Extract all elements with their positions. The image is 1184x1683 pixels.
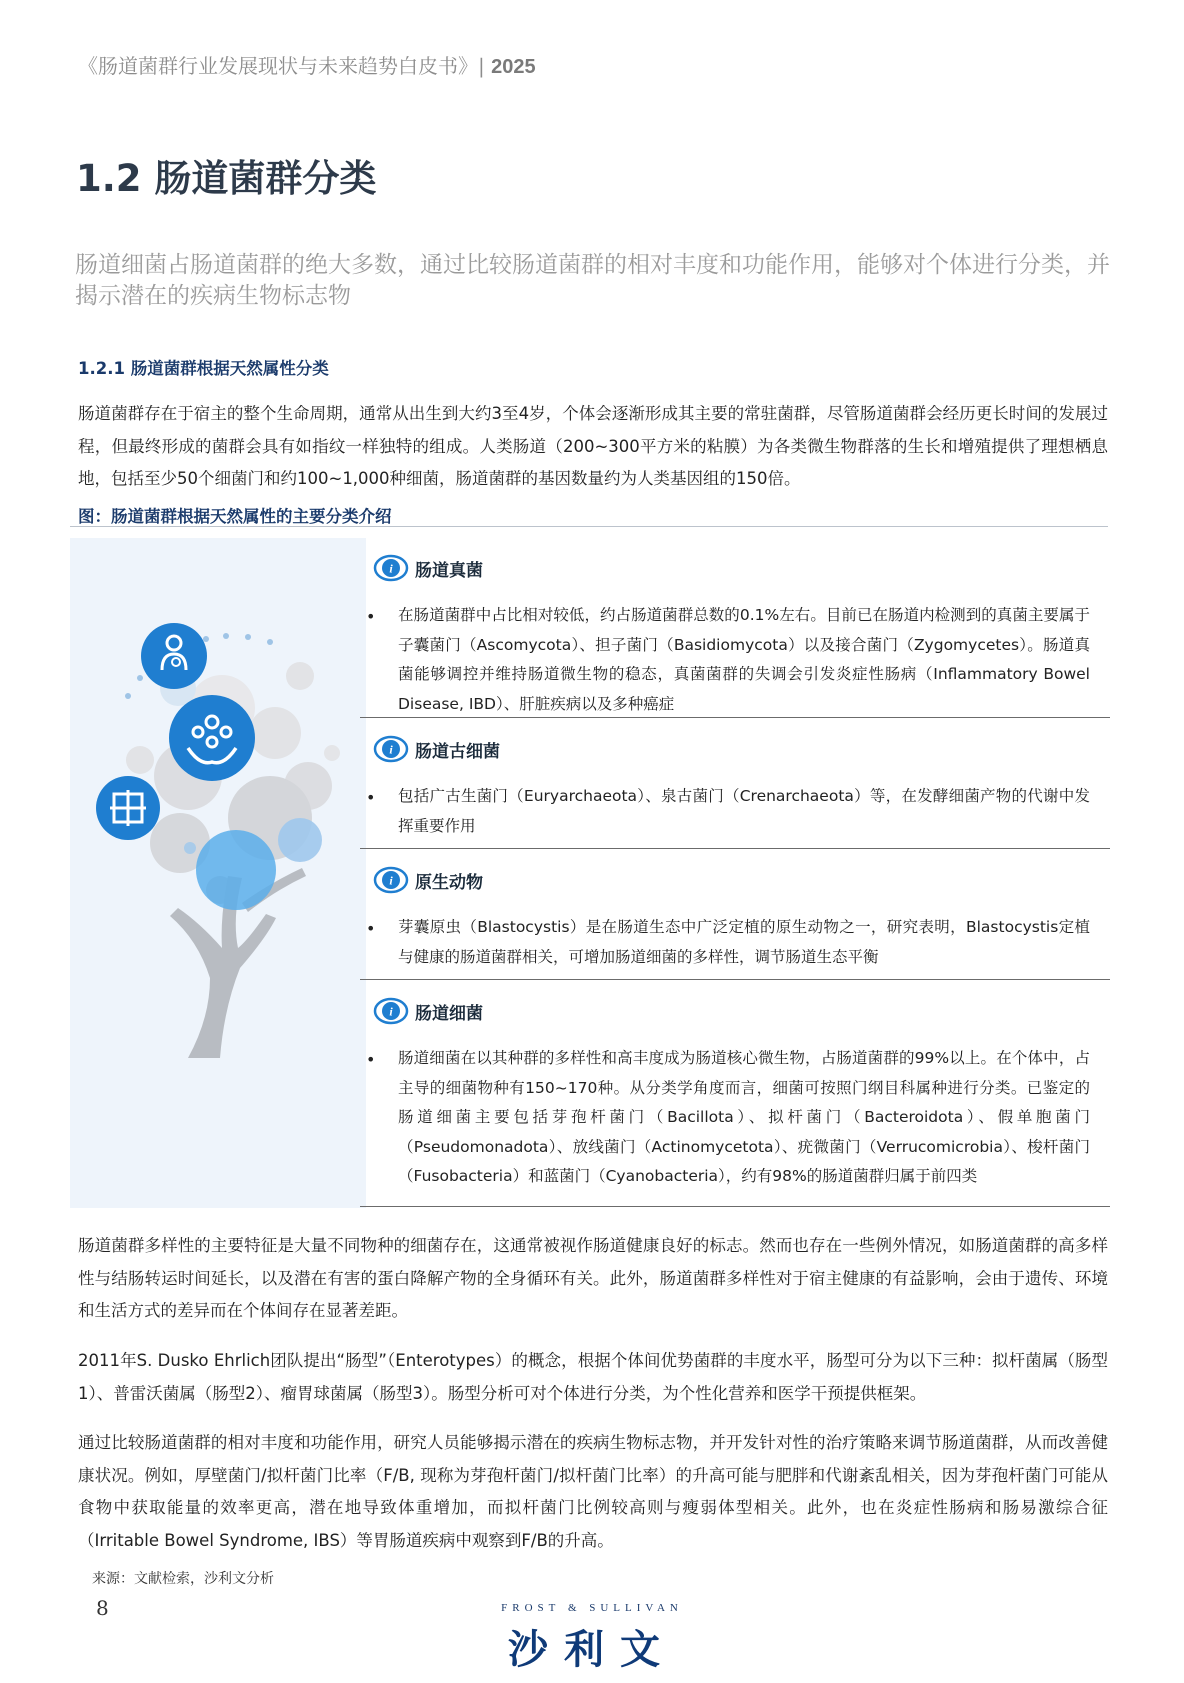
tree-graphic — [70, 538, 366, 1208]
card-text: 肠道细菌在以其种群的多样性和高丰度成为肠道核心微生物，占肠道菌群的99%以上。在个体中，占主导的细菌物种有150~170种。从分类学角度而言，细菌可按照门纲目科属种进行分类。已鉴定的肠道细菌主要包括芽孢杆菌门（Bacillota）、拟杆菌门（Bacteroidota）、假单胞菌门（Pseudomonadota）、放线菌门（Actinomycetota）、疣微菌门（Verrucomicrobia）、梭杆菌门（Fusobacteria）和蓝菌门（Cyanobacteria），约有98%的肠道菌群归属于前四类 — [398, 1049, 1090, 1185]
svg-text:i: i — [389, 873, 393, 888]
document-title: 《肠道菌群行业发展现状与未来趋势白皮书》| — [78, 54, 492, 78]
source-note: 来源：文献检索，沙利文分析 — [92, 1571, 274, 1587]
info-icon — [373, 866, 409, 894]
page-number: 8 — [96, 1596, 109, 1620]
body-paragraph-2: 2011年S. Dusko Ehrlich团队提出“肠型”（Enterotypes）的概念，根据个体间优势菌群的丰度水平，肠型可分为以下三种：拟杆菌属（肠型1）、普雷沃菌属（肠型2）、瘤胃球菌属（肠型3）。肠型分析可对个体进行分类，为个性化营养和医学干预提供框架。 — [78, 1351, 1108, 1403]
card-text: 包括广古生菌门（Euryarchaeota）、泉古菌门（Crenarchaeota）等，在发酵细菌产物的代谢中发挥重要作用 — [398, 787, 1090, 835]
card-divider — [360, 717, 1110, 718]
body-paragraph-3: 通过比较肠道菌群的相对丰度和功能作用，研究人员能够揭示潜在的疾病生物标志物，并开发针对性的治疗策略来调节肠道菌群，从而改善健康状况。例如，厚壁菌门/拟杆菌门比率（F/B, 现称为芽孢杆菌门/拟杆菌门比率）的升高可能与肥胖和代谢紊乱相关，因为芽孢杆菌门可能从食物中获取能量的效率更高，潜在地导致体重增加，而拟杆菌门比例较高则与瘦弱体型相关。此外，也在炎症性肠病和肠易激综合征（Irritable Bowel Syndrome, IBS）等胃肠道疾病中观察到F/B的升高。 — [78, 1433, 1108, 1550]
bullet: • — [366, 607, 376, 626]
card-divider — [360, 979, 1110, 980]
tree-illustration — [70, 538, 366, 1208]
body-paragraph-1: 肠道菌群多样性的主要特征是大量不同物种的细菌存在，这通常被视作肠道健康良好的标志。然而也存在一些例外情况，如肠道菌群的高多样性与结肠转运时间延长，以及潜在有害的蛋白降解产物的全身循环有关。此外，肠道菌群多样性对于宿主健康的有益影响，会由于遗传、环境和生活方式的差异而在个体间存在显著差距。 — [78, 1236, 1108, 1320]
person-care-icon — [141, 623, 207, 689]
logo-chinese: 沙利文 — [508, 1627, 676, 1673]
card-divider — [360, 848, 1110, 849]
info-icon — [373, 554, 409, 582]
dna-grid-icon — [96, 776, 160, 840]
info-icon — [373, 735, 409, 763]
card-bacteria — [360, 988, 1110, 1210]
card-text: 芽囊原虫（Blastocystis）是在肠道生态中广泛定植的原生动物之一，研究表明，Blastocystis定植与健康的肠道菌群相关，可增加肠道细菌的多样性，调节肠道生态平衡 — [398, 918, 1090, 966]
bullet: • — [366, 788, 376, 807]
figure-caption: 图：肠道菌群根据天然属性的主要分类介绍 — [78, 507, 392, 526]
logo-english: FROST & SULLIVAN — [501, 1602, 683, 1614]
card-title: 肠道细菌 — [415, 1004, 483, 1024]
card-divider — [360, 1206, 1110, 1207]
card-protozoa — [360, 857, 1110, 982]
bullet: • — [366, 1050, 376, 1069]
card-archaea — [360, 726, 1110, 851]
card-fungi — [360, 545, 1110, 720]
figure-divider — [70, 526, 1108, 527]
card-text: 在肠道菌群中占比相对较低，约占肠道菌群总数的0.1%左右。目前已在肠道内检测到的真菌主要属于子囊菌门（Ascomycota）、担子菌门（Basidiomycota）以及接合菌门（Zygomycetes）。肠道真菌能够调控并维持肠道微生物的稳态，真菌菌群的失调会引发炎症性肠病（Inflammatory Bowel Disease, IBD）、肝脏疾病以及多种癌症 — [398, 606, 1090, 713]
svg-text:i: i — [389, 742, 393, 757]
intro-paragraph: 肠道菌群存在于宿主的整个生命周期，通常从出生到大约3至4岁，个体会逐渐形成其主要的常驻菌群，尽管肠道菌群会经历更长时间的发展过程，但最终形成的菌群会具有如指纹一样独特的组成。人类肠道（200~300平方米的粘膜）为各类微生物群落的生长和增殖提供了理想栖息地，包括至少50个细菌门和约100~1,000种细菌，肠道菌群的基因数量约为人类基因组的150倍。 — [78, 404, 1108, 488]
card-title: 原生动物 — [415, 873, 483, 893]
svg-text:i: i — [389, 561, 393, 576]
page-title: 1.2 肠道菌群分类 — [76, 157, 377, 200]
hands-molecule-icon — [169, 695, 255, 781]
document-header — [78, 50, 536, 79]
info-icon — [373, 997, 409, 1025]
page-subtitle: 肠道细菌占肠道菌群的绝大多数，通过比较肠道菌群的相对丰度和功能作用，能够对个体进行分类，并揭示潜在的疾病生物标志物 — [75, 252, 1110, 309]
svg-text:i: i — [389, 1004, 393, 1019]
card-title: 肠道古细菌 — [415, 742, 500, 762]
document-year: 2025 — [491, 56, 536, 78]
section-heading: 1.2.1 肠道菌群根据天然属性分类 — [78, 359, 329, 378]
bullet: • — [366, 919, 376, 938]
card-title: 肠道真菌 — [415, 561, 483, 581]
